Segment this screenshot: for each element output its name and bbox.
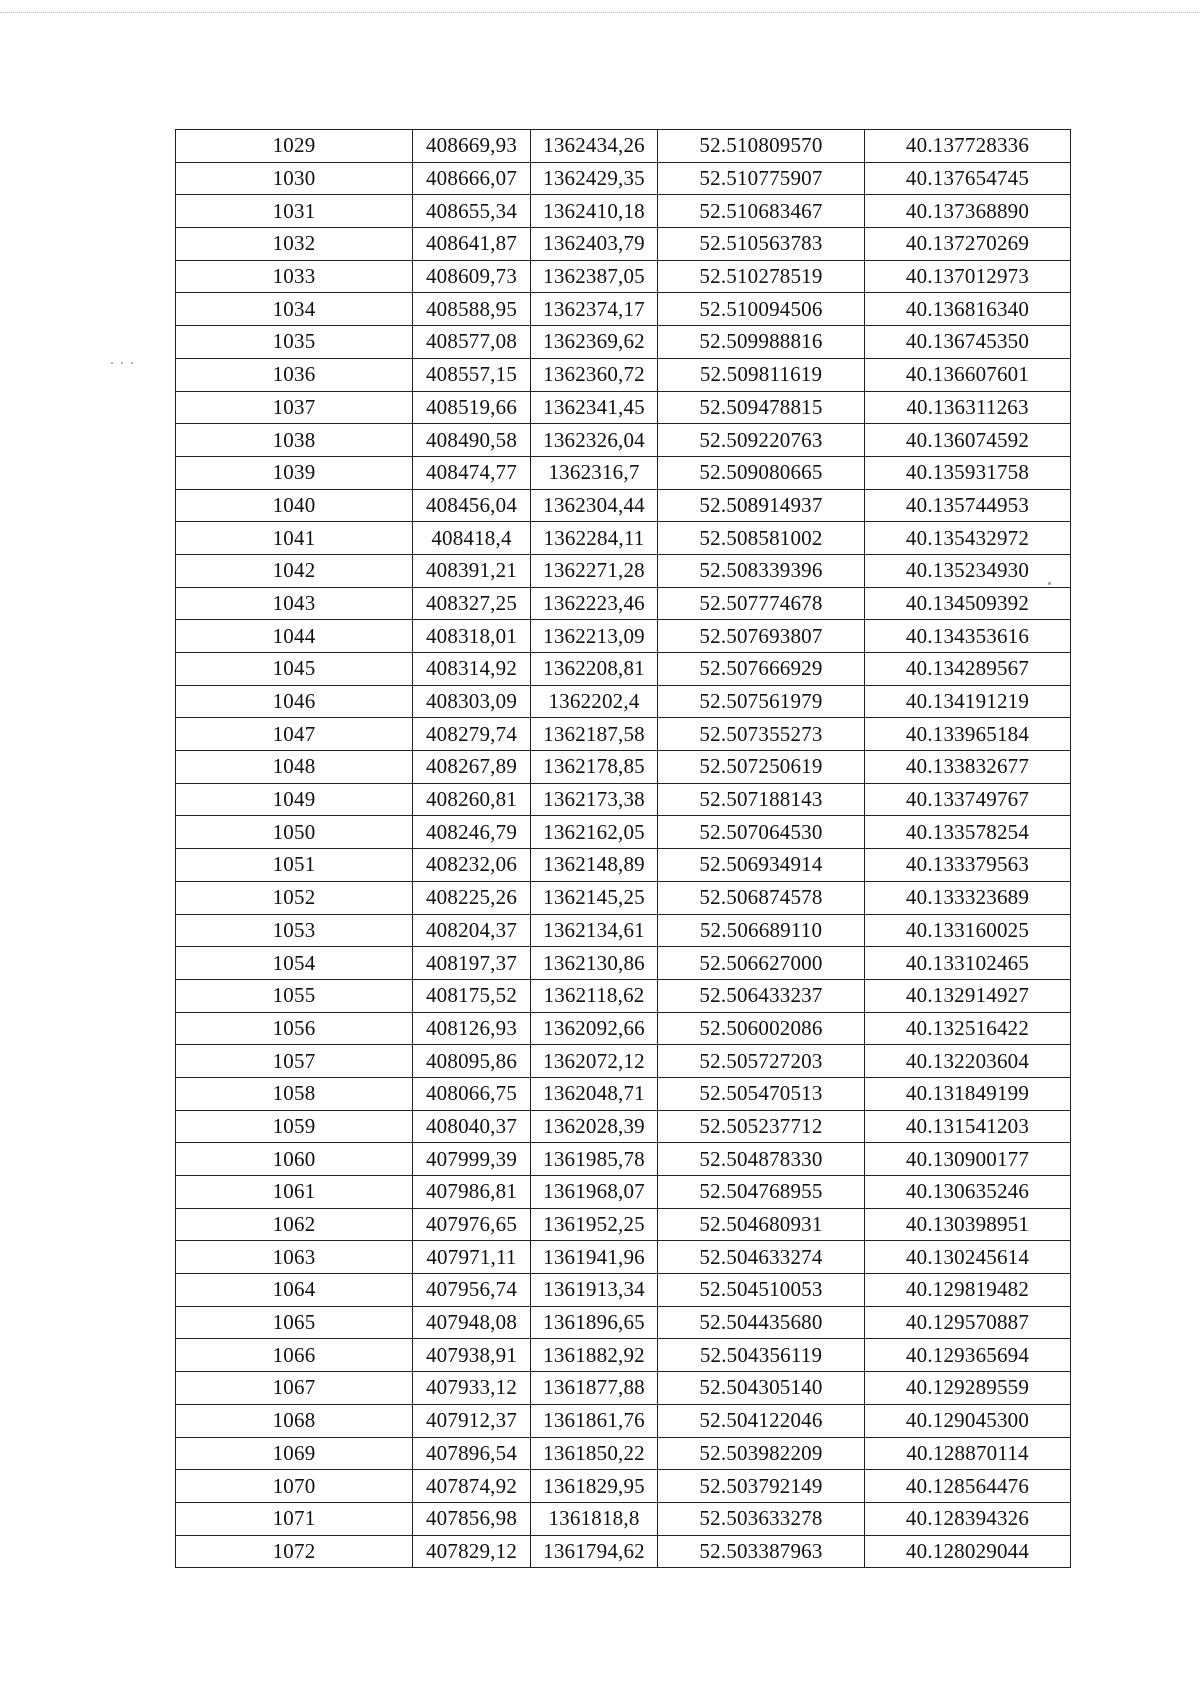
x-coordinate-cell: 408314,92 [413,653,531,686]
y-coordinate-cell: 1362387,05 [531,260,658,293]
longitude-cell: 40.133578254 [865,816,1071,849]
x-coordinate-cell: 407829,12 [413,1535,531,1568]
table-row [176,587,1071,620]
longitude-cell: 40.133749767 [865,783,1071,816]
latitude-cell: 52.507250619 [658,751,865,784]
x-coordinate-cell: 408588,95 [413,293,531,326]
table-row [176,881,1071,914]
latitude-cell: 52.504768955 [658,1176,865,1209]
y-coordinate-cell: 1362223,46 [531,587,658,620]
table-row [176,1502,1071,1535]
table-row [176,947,1071,980]
point-number-cell: 1072 [176,1535,413,1568]
x-coordinate-cell: 407896,54 [413,1437,531,1470]
table-row [176,1372,1071,1405]
longitude-cell: 40.137270269 [865,228,1071,261]
point-number-cell: 1069 [176,1437,413,1470]
x-coordinate-cell: 407933,12 [413,1372,531,1405]
y-coordinate-cell: 1361877,88 [531,1372,658,1405]
point-number-cell: 1039 [176,456,413,489]
table-row [176,1241,1071,1274]
table-row [176,391,1071,424]
x-coordinate-cell: 408418,4 [413,522,531,555]
point-number-cell: 1071 [176,1502,413,1535]
point-number-cell: 1049 [176,783,413,816]
y-coordinate-cell: 1362178,85 [531,751,658,784]
longitude-cell: 40.135744953 [865,489,1071,522]
latitude-cell: 52.508581002 [658,522,865,555]
y-coordinate-cell: 1362410,18 [531,195,658,228]
x-coordinate-cell: 407856,98 [413,1502,531,1535]
table-row [176,1535,1071,1568]
x-coordinate-cell: 408327,25 [413,587,531,620]
latitude-cell: 52.507666929 [658,653,865,686]
longitude-cell: 40.130635246 [865,1176,1071,1209]
point-number-cell: 1040 [176,489,413,522]
y-coordinate-cell: 1362048,71 [531,1077,658,1110]
latitude-cell: 52.510809570 [658,130,865,163]
point-number-cell: 1065 [176,1306,413,1339]
longitude-cell: 40.135432972 [865,522,1071,555]
y-coordinate-cell: 1362208,81 [531,653,658,686]
point-number-cell: 1052 [176,881,413,914]
table-row [176,979,1071,1012]
point-number-cell: 1056 [176,1012,413,1045]
point-number-cell: 1055 [176,979,413,1012]
longitude-cell: 40.137012973 [865,260,1071,293]
y-coordinate-cell: 1362316,7 [531,456,658,489]
x-coordinate-cell: 408175,52 [413,979,531,1012]
table-row [176,456,1071,489]
x-coordinate-cell: 407999,39 [413,1143,531,1176]
latitude-cell: 52.505727203 [658,1045,865,1078]
point-number-cell: 1030 [176,162,413,195]
table-row [176,489,1071,522]
longitude-cell: 40.132914927 [865,979,1071,1012]
table-row [176,783,1071,816]
y-coordinate-cell: 1362173,38 [531,783,658,816]
latitude-cell: 52.510775907 [658,162,865,195]
x-coordinate-cell: 408655,34 [413,195,531,228]
table-row [176,326,1071,359]
x-coordinate-cell: 408577,08 [413,326,531,359]
point-number-cell: 1035 [176,326,413,359]
longitude-cell: 40.133160025 [865,914,1071,947]
longitude-cell: 40.136311263 [865,391,1071,424]
latitude-cell: 52.503792149 [658,1470,865,1503]
y-coordinate-cell: 1361913,34 [531,1274,658,1307]
longitude-cell: 40.132516422 [865,1012,1071,1045]
x-coordinate-cell: 408197,37 [413,947,531,980]
y-coordinate-cell: 1361861,76 [531,1404,658,1437]
y-coordinate-cell: 1362434,26 [531,130,658,163]
latitude-cell: 52.503982209 [658,1437,865,1470]
y-coordinate-cell: 1362360,72 [531,358,658,391]
x-coordinate-cell: 408040,37 [413,1110,531,1143]
scan-speck [111,362,113,364]
longitude-cell: 40.136074592 [865,424,1071,457]
latitude-cell: 52.503633278 [658,1502,865,1535]
longitude-cell: 40.134289567 [865,653,1071,686]
point-number-cell: 1057 [176,1045,413,1078]
x-coordinate-cell: 408456,04 [413,489,531,522]
latitude-cell: 52.509080665 [658,456,865,489]
latitude-cell: 52.505470513 [658,1077,865,1110]
y-coordinate-cell: 1361896,65 [531,1306,658,1339]
latitude-cell: 52.507355273 [658,718,865,751]
y-coordinate-cell: 1362187,58 [531,718,658,751]
point-number-cell: 1036 [176,358,413,391]
x-coordinate-cell: 408318,01 [413,620,531,653]
latitude-cell: 52.507693807 [658,620,865,653]
table-row [176,358,1071,391]
y-coordinate-cell: 1361850,22 [531,1437,658,1470]
y-coordinate-cell: 1362213,09 [531,620,658,653]
table-row [176,653,1071,686]
table-row [176,1437,1071,1470]
x-coordinate-cell: 408260,81 [413,783,531,816]
longitude-cell: 40.134353616 [865,620,1071,653]
latitude-cell: 52.504510053 [658,1274,865,1307]
point-number-cell: 1064 [176,1274,413,1307]
longitude-cell: 40.133379563 [865,849,1071,882]
scan-edge-line [0,12,1200,13]
longitude-cell: 40.134509392 [865,587,1071,620]
longitude-cell: 40.137654745 [865,162,1071,195]
latitude-cell: 52.506874578 [658,881,865,914]
coordinates-table [175,129,1071,1568]
longitude-cell: 40.130398951 [865,1208,1071,1241]
scan-speck [131,362,133,364]
point-number-cell: 1051 [176,849,413,882]
longitude-cell: 40.136745350 [865,326,1071,359]
x-coordinate-cell: 407956,74 [413,1274,531,1307]
x-coordinate-cell: 407938,91 [413,1339,531,1372]
longitude-cell: 40.131849199 [865,1077,1071,1110]
longitude-cell: 40.137368890 [865,195,1071,228]
latitude-cell: 52.504435680 [658,1306,865,1339]
longitude-cell: 40.133102465 [865,947,1071,980]
longitude-cell: 40.129570887 [865,1306,1071,1339]
point-number-cell: 1029 [176,130,413,163]
point-number-cell: 1041 [176,522,413,555]
point-number-cell: 1050 [176,816,413,849]
x-coordinate-cell: 408669,93 [413,130,531,163]
point-number-cell: 1058 [176,1077,413,1110]
y-coordinate-cell: 1361952,25 [531,1208,658,1241]
table-row [176,1274,1071,1307]
coordinates-table-body [176,130,1071,1568]
latitude-cell: 52.510278519 [658,260,865,293]
y-coordinate-cell: 1362326,04 [531,424,658,457]
table-row [176,1176,1071,1209]
table-row [176,1045,1071,1078]
scan-speck [121,362,123,364]
y-coordinate-cell: 1361818,8 [531,1502,658,1535]
latitude-cell: 52.504633274 [658,1241,865,1274]
latitude-cell: 52.506002086 [658,1012,865,1045]
table-row [176,914,1071,947]
point-number-cell: 1031 [176,195,413,228]
table-row [176,293,1071,326]
latitude-cell: 52.504878330 [658,1143,865,1176]
latitude-cell: 52.507188143 [658,783,865,816]
x-coordinate-cell: 408225,26 [413,881,531,914]
latitude-cell: 52.504680931 [658,1208,865,1241]
point-number-cell: 1070 [176,1470,413,1503]
coordinates-table-container [175,129,1070,1568]
table-row [176,424,1071,457]
table-row [176,1470,1071,1503]
table-row [176,816,1071,849]
x-coordinate-cell: 408126,93 [413,1012,531,1045]
table-row [176,228,1071,261]
latitude-cell: 52.504122046 [658,1404,865,1437]
point-number-cell: 1054 [176,947,413,980]
x-coordinate-cell: 408066,75 [413,1077,531,1110]
latitude-cell: 52.510094506 [658,293,865,326]
x-coordinate-cell: 408391,21 [413,554,531,587]
x-coordinate-cell: 408666,07 [413,162,531,195]
longitude-cell: 40.128394326 [865,1502,1071,1535]
latitude-cell: 52.510563783 [658,228,865,261]
point-number-cell: 1062 [176,1208,413,1241]
longitude-cell: 40.133323689 [865,881,1071,914]
point-number-cell: 1047 [176,718,413,751]
latitude-cell: 52.509988816 [658,326,865,359]
longitude-cell: 40.136816340 [865,293,1071,326]
latitude-cell: 52.503387963 [658,1535,865,1568]
table-row [176,195,1071,228]
latitude-cell: 52.506934914 [658,849,865,882]
latitude-cell: 52.509811619 [658,358,865,391]
x-coordinate-cell: 407874,92 [413,1470,531,1503]
latitude-cell: 52.509220763 [658,424,865,457]
table-row [176,260,1071,293]
longitude-cell: 40.130245614 [865,1241,1071,1274]
table-row [176,1077,1071,1110]
point-number-cell: 1034 [176,293,413,326]
table-row [176,130,1071,163]
y-coordinate-cell: 1362369,62 [531,326,658,359]
longitude-cell: 40.134191219 [865,685,1071,718]
y-coordinate-cell: 1362284,11 [531,522,658,555]
longitude-cell: 40.129045300 [865,1404,1071,1437]
longitude-cell: 40.128870114 [865,1437,1071,1470]
y-coordinate-cell: 1361985,78 [531,1143,658,1176]
point-number-cell: 1037 [176,391,413,424]
table-row [176,1110,1071,1143]
table-row [176,522,1071,555]
y-coordinate-cell: 1361968,07 [531,1176,658,1209]
point-number-cell: 1059 [176,1110,413,1143]
longitude-cell: 40.133832677 [865,751,1071,784]
y-coordinate-cell: 1362148,89 [531,849,658,882]
x-coordinate-cell: 408474,77 [413,456,531,489]
latitude-cell: 52.506689110 [658,914,865,947]
longitude-cell: 40.133965184 [865,718,1071,751]
point-number-cell: 1067 [176,1372,413,1405]
point-number-cell: 1033 [176,260,413,293]
y-coordinate-cell: 1362118,62 [531,979,658,1012]
x-coordinate-cell: 408267,89 [413,751,531,784]
x-coordinate-cell: 408095,86 [413,1045,531,1078]
longitude-cell: 40.135931758 [865,456,1071,489]
longitude-cell: 40.129289559 [865,1372,1071,1405]
x-coordinate-cell: 408246,79 [413,816,531,849]
x-coordinate-cell: 408303,09 [413,685,531,718]
table-row [176,1339,1071,1372]
point-number-cell: 1068 [176,1404,413,1437]
longitude-cell: 40.135234930 [865,554,1071,587]
point-number-cell: 1046 [176,685,413,718]
point-number-cell: 1042 [176,554,413,587]
latitude-cell: 52.508914937 [658,489,865,522]
y-coordinate-cell: 1362374,17 [531,293,658,326]
y-coordinate-cell: 1362429,35 [531,162,658,195]
x-coordinate-cell: 407971,11 [413,1241,531,1274]
x-coordinate-cell: 407948,08 [413,1306,531,1339]
x-coordinate-cell: 407986,81 [413,1176,531,1209]
table-row [176,718,1071,751]
latitude-cell: 52.507774678 [658,587,865,620]
x-coordinate-cell: 408204,37 [413,914,531,947]
latitude-cell: 52.508339396 [658,554,865,587]
latitude-cell: 52.507064530 [658,816,865,849]
longitude-cell: 40.128564476 [865,1470,1071,1503]
point-number-cell: 1048 [176,751,413,784]
latitude-cell: 52.507561979 [658,685,865,718]
point-number-cell: 1045 [176,653,413,686]
table-row [176,554,1071,587]
point-number-cell: 1032 [176,228,413,261]
latitude-cell: 52.504305140 [658,1372,865,1405]
y-coordinate-cell: 1362130,86 [531,947,658,980]
y-coordinate-cell: 1361829,95 [531,1470,658,1503]
point-number-cell: 1060 [176,1143,413,1176]
x-coordinate-cell: 408609,73 [413,260,531,293]
table-row [176,620,1071,653]
table-row [176,1143,1071,1176]
longitude-cell: 40.136607601 [865,358,1071,391]
x-coordinate-cell: 408557,15 [413,358,531,391]
table-row [176,1306,1071,1339]
latitude-cell: 52.505237712 [658,1110,865,1143]
latitude-cell: 52.506627000 [658,947,865,980]
x-coordinate-cell: 407912,37 [413,1404,531,1437]
y-coordinate-cell: 1362092,66 [531,1012,658,1045]
y-coordinate-cell: 1362028,39 [531,1110,658,1143]
y-coordinate-cell: 1362341,45 [531,391,658,424]
x-coordinate-cell: 408232,06 [413,849,531,882]
y-coordinate-cell: 1362134,61 [531,914,658,947]
table-row [176,162,1071,195]
point-number-cell: 1063 [176,1241,413,1274]
y-coordinate-cell: 1361882,92 [531,1339,658,1372]
table-row [176,1404,1071,1437]
y-coordinate-cell: 1362145,25 [531,881,658,914]
point-number-cell: 1061 [176,1176,413,1209]
y-coordinate-cell: 1362271,28 [531,554,658,587]
table-row [176,751,1071,784]
x-coordinate-cell: 408641,87 [413,228,531,261]
latitude-cell: 52.509478815 [658,391,865,424]
latitude-cell: 52.504356119 [658,1339,865,1372]
y-coordinate-cell: 1362304,44 [531,489,658,522]
point-number-cell: 1038 [176,424,413,457]
y-coordinate-cell: 1362403,79 [531,228,658,261]
point-number-cell: 1043 [176,587,413,620]
longitude-cell: 40.137728336 [865,130,1071,163]
longitude-cell: 40.132203604 [865,1045,1071,1078]
longitude-cell: 40.129819482 [865,1274,1071,1307]
x-coordinate-cell: 408519,66 [413,391,531,424]
latitude-cell: 52.506433237 [658,979,865,1012]
point-number-cell: 1053 [176,914,413,947]
point-number-cell: 1066 [176,1339,413,1372]
y-coordinate-cell: 1361794,62 [531,1535,658,1568]
point-number-cell: 1044 [176,620,413,653]
x-coordinate-cell: 407976,65 [413,1208,531,1241]
longitude-cell: 40.131541203 [865,1110,1071,1143]
y-coordinate-cell: 1362072,12 [531,1045,658,1078]
y-coordinate-cell: 1361941,96 [531,1241,658,1274]
table-row [176,849,1071,882]
longitude-cell: 40.130900177 [865,1143,1071,1176]
y-coordinate-cell: 1362202,4 [531,685,658,718]
table-row [176,1208,1071,1241]
y-coordinate-cell: 1362162,05 [531,816,658,849]
latitude-cell: 52.510683467 [658,195,865,228]
longitude-cell: 40.129365694 [865,1339,1071,1372]
x-coordinate-cell: 408490,58 [413,424,531,457]
table-row [176,685,1071,718]
table-row [176,1012,1071,1045]
longitude-cell: 40.128029044 [865,1535,1071,1568]
x-coordinate-cell: 408279,74 [413,718,531,751]
